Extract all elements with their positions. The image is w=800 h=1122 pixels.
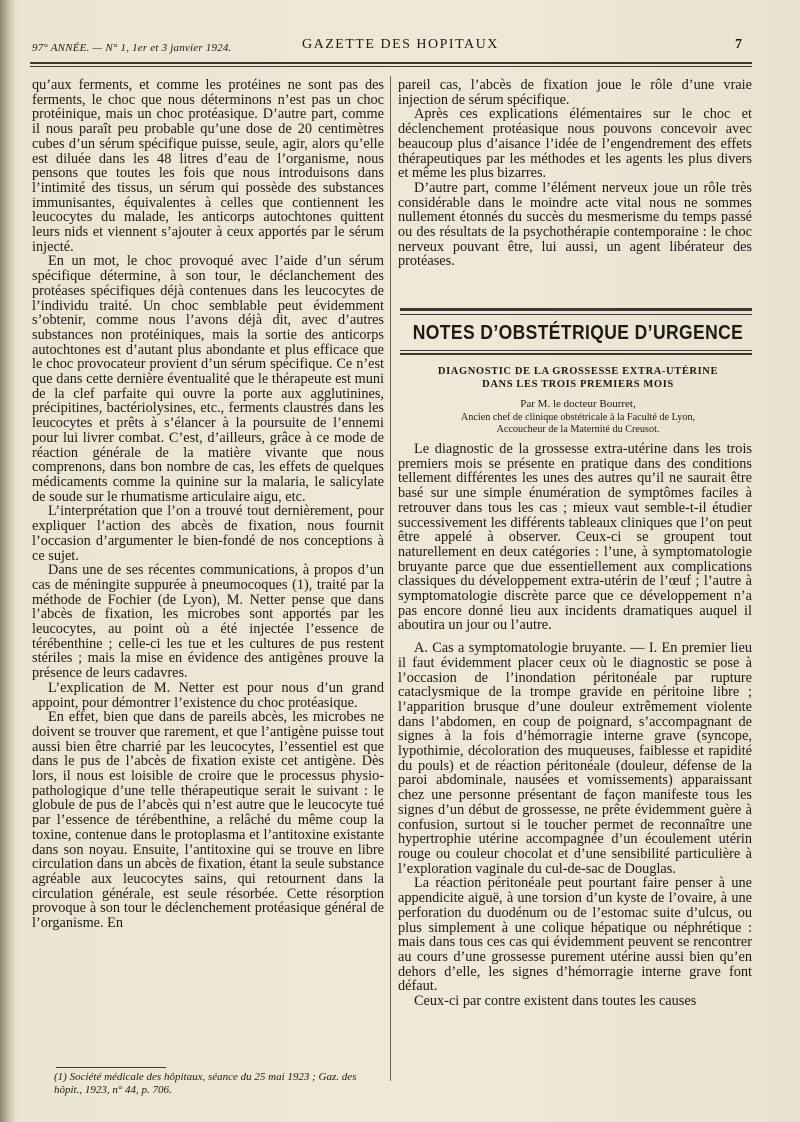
section-bottom-rule	[400, 350, 752, 351]
right-column	[398, 78, 752, 1088]
author-credentials	[402, 412, 754, 436]
section-top-rule	[400, 308, 752, 311]
left-paragraph-5: L’explication de M. Netter est pour nous d’un grand appoint, pour démontrer l’existence du choc protéasique.	[32, 679, 384, 711]
left-paragraph-6: En effet, bien que dans de pareils abcès, les microbes ne doivent se trouver que rarement, et que l’antigène puisse tout aussi bien être charrié par les leucocytes, l’essentiel est que dans le pus de l’abcès de fixation existe cet antigène. Dès lors, il nous est loisible de croire que le processus physio-pathologique d’une telle thérapeutique serait le suivant : le globule de pus de l’abcès qui n’est autre que le leucocyte tué par l’essence de térébenthine, a relâché du même coup la toxine, contenue dans le protoplasma et l’antitoxine existante dans son noyau. Ensuite, l’antitoxine qui se trouve en libre circulation dans un abcès de fixation, étant la seule substance agréable aux leucocytes sains, qui retournent dans la circulation générale, est seule résorbée. Cette résorption provoque à son tour le déclenchement protéasique général de l’organisme. En	[32, 709, 384, 932]
right-intro-paragraph-2: Après ces explications élémentaires sur le choc et déclenchement protéasique nous pouvons concevoir avec beaucoup plus d’aisance l’idée de l’engendrement des effets thérapeutiques par les méthodes et les agents les plus divers et même les plus bizarres.	[398, 106, 752, 182]
header-rule-thin	[30, 66, 752, 67]
author-credentials-line-1: Ancien chef de clinique obstétricale à la Faculté de Lyon,	[460, 412, 696, 423]
author-credentials-line-2: Accoucheur de la Maternité du Creusot.	[496, 424, 660, 435]
right-intro-paragraph-1: pareil cas, l’abcès de fixation joue le rôle d’une vraie injection de sérum spécifique.	[398, 78, 752, 108]
article-subtitle	[402, 366, 754, 391]
right-body-paragraph-1: Le diagnostic de la grossesse extra-utérine dans les trois premiers mois se présente en pratique dans des conditions tellement différentes les unes des autres qu’il ne saurait être basé sur une simple énumération de symptômes faciles à retrouver dans tous les cas ; mieux vaut semble-t-il étudier successivement les différents tableaux cliniques que l’on peut être appelé à observer. Ceux-ci se groupent tout naturellement en deux catégories : l’une, à symptomatologie bruyante parce que due essentiellement aux complications classiques du développement extra-utérin de l’œuf ; l’autre à symptomatologie discrète parce que ce développement n’a pas encore donné lieu aux incidents dramatiques auquel il aboutira un jour ou l’autre.	[398, 442, 752, 634]
footnote: (1) Société médicale des hôpitaux, séance du 25 mai 1923 ; Gaz. des hôpit., 1923, n° 44, p. 706.	[54, 1071, 357, 1096]
left-paragraph-2: En un mot, le choc provoqué avec l’aide d’un sérum spécifique détermine, à son tour, le déclanchement des protéases spécifiques déjà contenues dans les leucocytes de l’individu traité. Un choc semblable peut évidemment s’obtenir, comme nous l’avons déjà dit, avec d’autres substances non protéiniques, mais la sortie des anticorps autochtones est d’autant plus abondante et plus efficace que le choc provocateur provient d’un sérum spécifique. Ce n’est que dans cette dernière éventualité que le thérapeute est muni de la clef parfaite qui ouvre la porte aux agglutinines, précipitines, bactériolysines, etc., ferments claustrés dans les leucocytes et prêts à s’élancer à la poursuite de l’ennemi pour lui livrer combat. C’est, d’ailleurs, grâce à ce mode de réaction générale de la matière vivante que nous comprenons, dans bon nombre de cas, les effets de quelques médicaments comme la quinine sur la malaria, le salicylate de soude sur le rhumatisme articulaire aigu, etc.	[32, 253, 384, 505]
right-body	[398, 442, 752, 1082]
section-bottom-rule-thick	[400, 353, 752, 355]
right-body-paragraph-3: La réaction péritonéale peut pourtant faire penser à une appendicite aiguë, à une torsion d’un kyste de l’ovaire, à une perforation du duodénum ou de l’estomac suite d’ulcus, ou plus simplement à une colique hépatique ou néphrétique : mais dans tous ces cas qui évidemment peuvent se rencontrer au cours d’une grossesse purement utérine aussi bien qu’en dehors d’elle, les signes d’hémorragie interne grave font défaut.	[398, 875, 752, 995]
section-top-rule-thin	[400, 314, 752, 315]
left-paragraph-4: Dans une de ses récentes communications, à propos d’un cas de méningite suppurée à pneumocoques (1), traité par la méthode de Fochier (de Lyon), M. Netter pense que dans l’abcès de fixation, les microbes sont apportés par les leucocytes, au point où a été injectée l’essence de térébenthine ; celle-ci les tue et les cultures de pus restent stériles ; mais la mise en évidence des antigènes prouve la présence de leurs cadavres.	[32, 562, 384, 682]
header-rule	[30, 62, 752, 64]
right-intro-paragraph-3: D’autre part, comme l’élément nerveux joue un rôle très considérable dans le moindre acte vital nous ne sommes nullement étonnés du succès du mesmerisme du temps passé ou des résultats de la psychothérapie contemporaine : le choc nerveux pouvant être, lui aussi, un agent libérateur des protéases.	[398, 179, 752, 270]
left-paragraph-3: L’interprétation que l’on a trouvé tout dernièrement, pour expliquer l’action des abcès de fixation, nous fournit l’occasion d’argumenter le bien-fondé de nos conceptions à ce sujet.	[32, 503, 384, 564]
article-author: Par M. le docteur Bourret,	[520, 398, 636, 410]
journal-title: GAZETTE DES HOPITAUX	[302, 37, 499, 52]
left-paragraph-1: qu’aux ferments, et comme les protéines ne sont pas des ferments, le choc que nous déterminons n’est pas un choc protéinique, mais un choc protéasique. D’autre part, comme il nous paraît peu probable qu’une dose de 20 centimètres cubes d’un sérum spécifique puisse, seule, agir, alors qu’elle est diluée dans les 48 litres d’eau de l’organisme, nous pensons que toutes les fois que nous introduisons dans l’intimité des tissus, un sérum qui possède des substances immunisantes, équivalentes à celles que contiennent les leucocytes du malade, les anticorps autochtones quittent leurs nids et viennent s’ajouter à ceux apportés par le sérum injecté.	[32, 77, 384, 255]
article-subtitle-line-2: DANS LES TROIS PREMIERS MOIS	[482, 378, 674, 390]
article-subtitle-line-1: DIAGNOSTIC DE LA GROSSESSE EXTRA-UTÉRINE	[437, 366, 719, 377]
column-separator	[390, 76, 391, 1081]
page-number: 7	[735, 37, 742, 52]
right-body-paragraph-2: A. Cas a symptomatologie bruyante. — I. En premier lieu il faut évidemment placer ceux où le diagnostic se pose à l’occasion de l’inondation péritonéale par rupture cataclysmique de la trompe gravide en péritoine libre ; l’apparition brusque d’une douleur extrêmement violente dans l’abdomen, en coup de poignard, s’accompagnant de signes à la fois d’hémorragie interne grave (syncope, lypothimie, décoloration des muqueuses, faiblesse et rapidité du pouls) et de réaction péritonéale (douleur, défense de la paroi abdominale, nausées et vomissements) apparaissant chez une personne présentant de façon manifeste tous les signes d’un début de grossesse, ne prête évidemment guère à confusion, surtout si le toucher permet de reconnaître une hypertrophie utérine accompagnée d’un écoulement utérin rouge ou couleur chocolat et d’une sensibilité particulière à l’exploration vaginale du cul-de-sac de Douglas.	[398, 640, 752, 877]
left-column	[32, 78, 384, 1078]
footnote-rule	[56, 1067, 166, 1068]
right-body-paragraph-4: Ceux-ci par contre existent dans toutes les causes	[414, 993, 697, 1010]
right-intro	[398, 78, 752, 314]
page-header	[32, 36, 750, 56]
issue-line: 97° ANNÉE. — N° 1, 1er et 3 janvier 1924.	[32, 42, 232, 54]
section-title: NOTES D’OBSTÉTRIQUE D’URGENCE	[412, 320, 744, 344]
page-binding-edge	[0, 0, 14, 1122]
